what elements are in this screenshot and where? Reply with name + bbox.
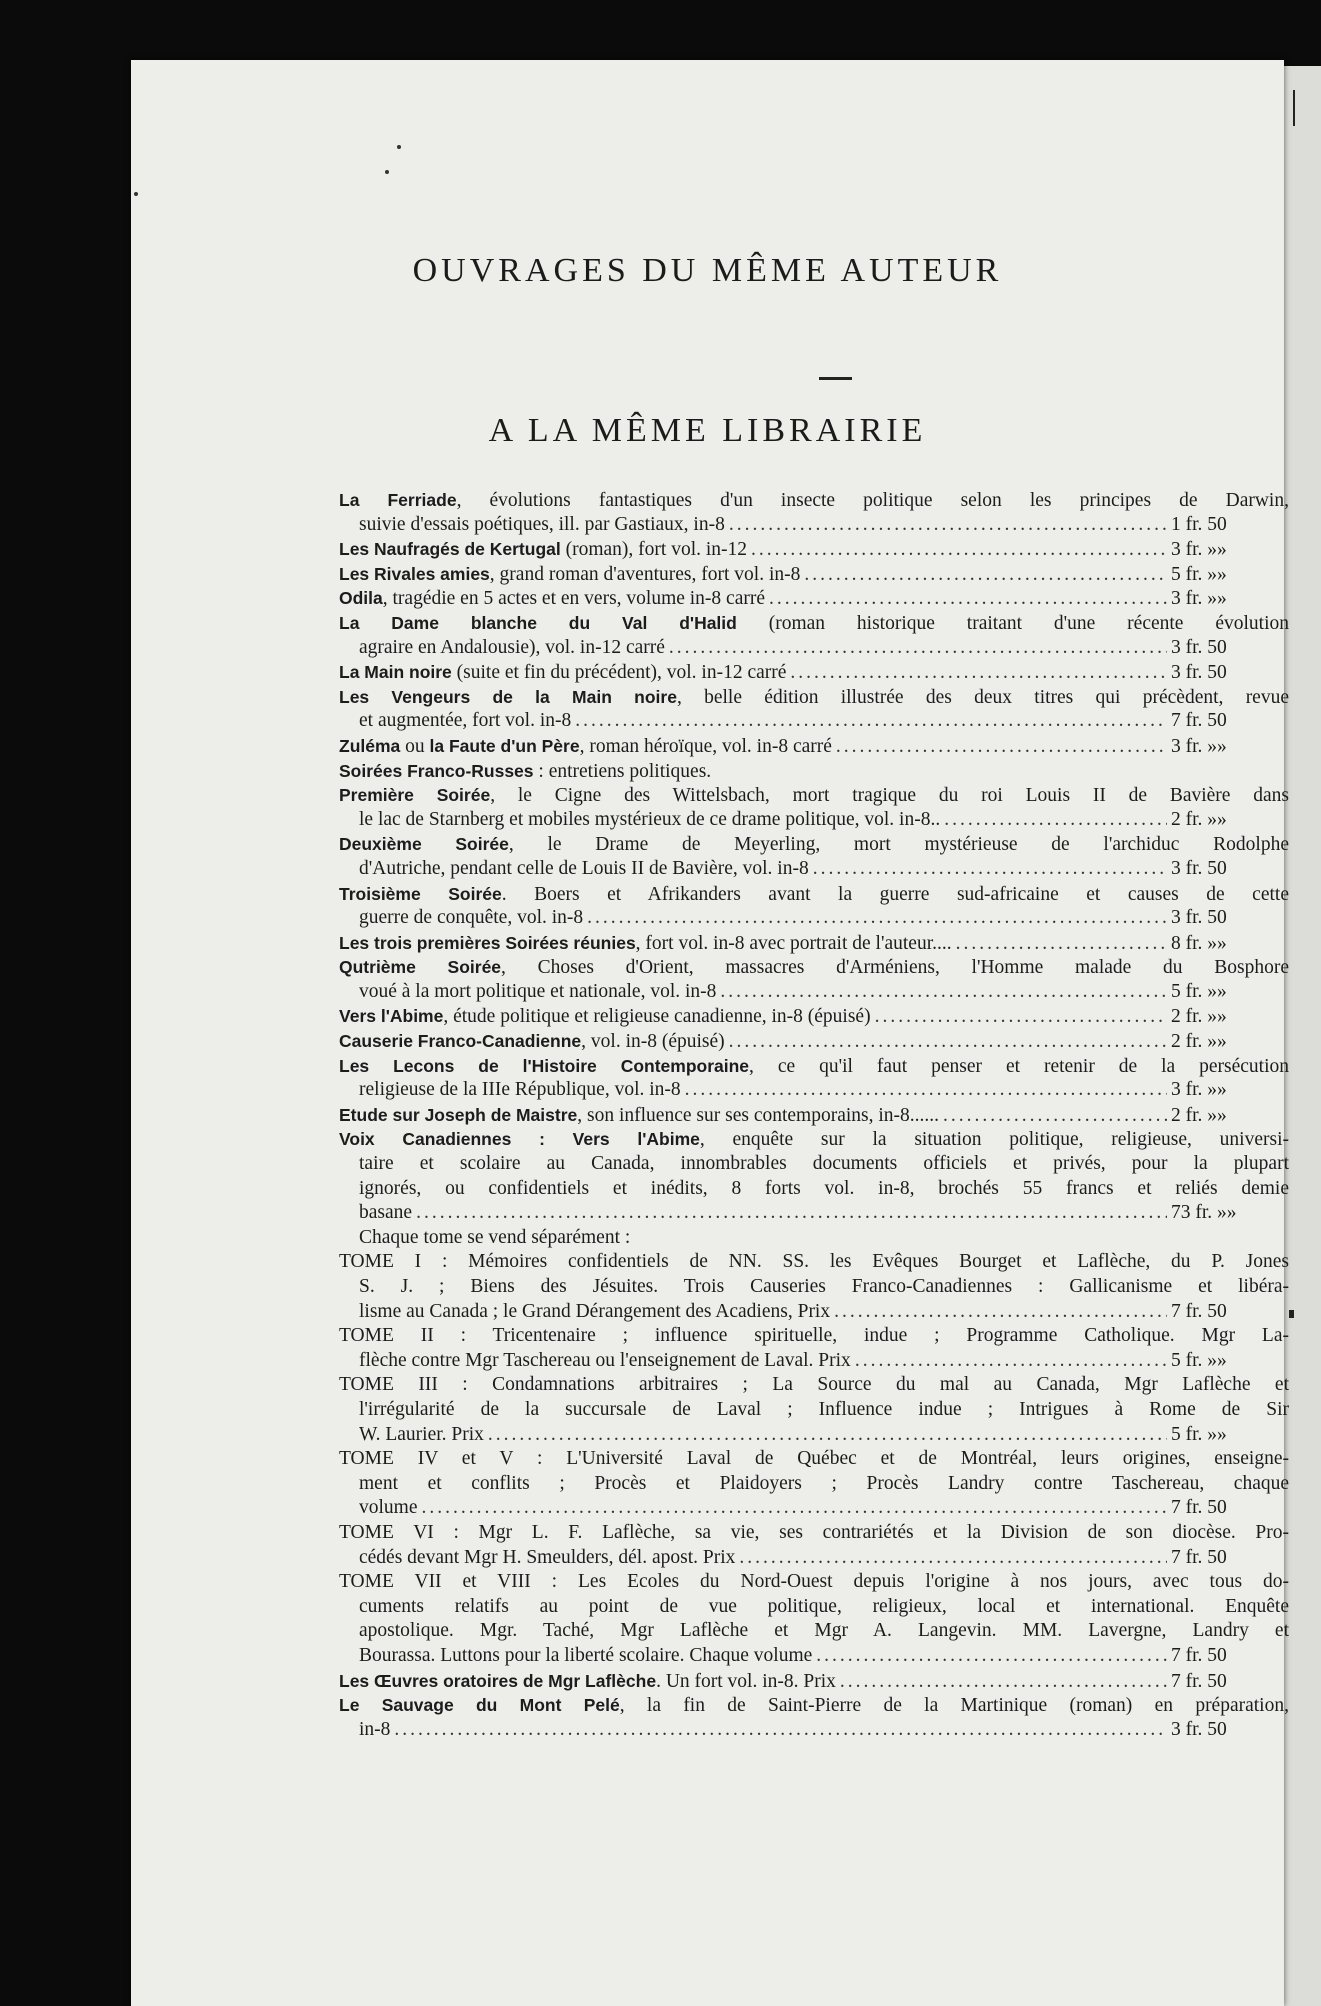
entry-description: Bourassa. Luttons pour la liberté scolaire. Chaque volume [359, 1644, 813, 1666]
entry-line [339, 1201, 1289, 1226]
entry-text [359, 709, 571, 734]
entry-line [339, 734, 1289, 759]
entry-text [339, 1029, 725, 1054]
entry-title: la Faute d'un Père [429, 735, 580, 756]
dot-leader [840, 1670, 1167, 1694]
entry-description: guerre de conquête, vol. in-8 [359, 907, 584, 929]
entry-price: 7 fr. 50 [1171, 710, 1227, 732]
dot-leader [816, 1644, 1167, 1669]
entry-price: 5 fr. »» [1171, 563, 1227, 585]
entry-price: 3 fr. 50 [1171, 907, 1227, 929]
dot-leader [720, 980, 1167, 1005]
entry-line [339, 1373, 1289, 1398]
entry-description: S. J. ; Biens des Jésuites. Trois Causeries Franco-Canadiennes : Gallicanisme et libéra- [359, 1276, 1289, 1297]
entry-description: l'irrégularité de la succursale de Laval ; Influence indue ; Intrigues à Rome de Sir [359, 1398, 1289, 1420]
entry-line [339, 931, 1289, 956]
entry-line [339, 1472, 1289, 1497]
entry-description: (roman), fort vol. in-12 [560, 539, 748, 561]
entry-line [339, 832, 1289, 857]
entry-line [339, 636, 1289, 661]
entry-price: 5 fr. »» [1171, 1349, 1227, 1371]
entry-text [359, 857, 809, 882]
book-list [339, 488, 1289, 1742]
entry-line [339, 685, 1289, 710]
entry-description: voué à la mort politique et nationale, vol. in-8 [359, 980, 717, 1002]
entry-text [359, 906, 583, 931]
entry-description: apostolique. Mgr. Taché, Mgr Laflèche et Mgr A. Langevin. MM. Lavergne, Landry et [359, 1620, 1289, 1642]
entry-line [339, 586, 1289, 611]
entry-price: 8 fr. »» [1171, 932, 1227, 954]
entry-description: , roman héroïque, vol. in-8 carré [579, 735, 832, 757]
entry-line [339, 1546, 1289, 1571]
entry-title: Première Soirée [339, 785, 491, 806]
entry-description: (roman historique traitant d'une récente évolution [736, 612, 1289, 634]
entry-text [339, 660, 786, 685]
entry-title: Qutrième Soirée [339, 957, 502, 978]
entry-line [339, 783, 1289, 808]
entry-line [339, 562, 1289, 587]
entry-description: volume [359, 1497, 418, 1519]
entry-line [339, 1496, 1289, 1521]
entry-text [359, 1423, 484, 1448]
entry-description: , étude politique et religieuse canadienne, in-8 (épuisé) [443, 1006, 871, 1028]
entry-price: 7 fr. 50 [1171, 1644, 1227, 1666]
entry-description: , belle édition illustrée des deux titres qui précèdent, revue [676, 686, 1289, 708]
entry-title: La Ferriade [339, 490, 457, 510]
entry-description: , fort vol. in-8 avec portrait de l'auteur.... [635, 932, 952, 954]
entry-price: 3 fr. »» [1171, 1079, 1227, 1101]
entry-price: 5 fr. »» [1171, 1423, 1227, 1445]
entry-line [339, 513, 1289, 538]
entry-line [339, 1718, 1289, 1743]
entry-price: 7 fr. 50 [1171, 1497, 1227, 1519]
entry-title: Le Sauvage du Mont Pelé [339, 1695, 620, 1716]
entry-line [339, 537, 1289, 562]
dot-leader [944, 808, 1167, 833]
entry-line [339, 1300, 1289, 1325]
entry-description: TOME III : Condamnations arbitraires ; La Source du mal au Canada, Mgr Laflèche et [339, 1374, 1289, 1396]
entry-text [359, 1300, 830, 1325]
entry-price: 73 fr. »» [1171, 1202, 1237, 1224]
entry-line [339, 1693, 1289, 1718]
entry-title: Les Œuvres oratoires de Mgr Laflèche [339, 1670, 657, 1691]
page-subtitle: A LA MÊME LIBRAIRIE [488, 412, 927, 449]
entry-line [339, 1349, 1289, 1374]
entry-description: . Boers et Afrikanders avant la guerre sud-africaine et causes de cette [501, 883, 1289, 905]
entry-price: 2 fr. »» [1171, 1104, 1227, 1126]
entry-title: Les Vengeurs de la Main noire [339, 686, 677, 707]
dot-leader [422, 1496, 1168, 1521]
entry-title: Les Lecons de l'Histoire Contemporaine [339, 1055, 750, 1076]
entry-line [339, 1250, 1289, 1275]
entry-title: Causerie Franco-Canadienne [339, 1031, 582, 1052]
dot-leader [587, 906, 1167, 931]
entry-price: 5 fr. »» [1171, 980, 1227, 1002]
entry-title: Zuléma [339, 735, 401, 756]
entry-line [339, 1398, 1289, 1423]
entry-description: TOME VI : Mgr L. F. Laflèche, sa vie, ses contrariétés et la Division de son diocèse. Pro- [339, 1521, 1289, 1543]
page [131, 60, 1289, 2006]
entry-description: et augmentée, fort vol. in-8 [359, 710, 572, 732]
entry-line [339, 882, 1289, 907]
entry-text [359, 1349, 851, 1374]
entry-title: Voix Canadiennes : Vers l'Abime [339, 1129, 700, 1150]
entry-description: ignorés, ou confidentiels et inédits, 8 forts vol. in-8, brochés 55 francs et reliés demie [359, 1177, 1289, 1199]
entry-description: , le Drame de Meyerling, mort mystérieuse de l'archiduc Rodolphe [508, 834, 1289, 856]
dot-leader [875, 1005, 1167, 1029]
entry-line [339, 1029, 1289, 1054]
speck [385, 170, 389, 174]
entry-line [339, 1004, 1289, 1029]
entry-price: 7 fr. 50 [1171, 1670, 1227, 1692]
entry-description: , vol. in-8 (épuisé) [581, 1031, 725, 1053]
dot-leader [575, 709, 1167, 734]
entry-description: , le Cigne des Wittelsbach, mort tragique du roi Louis II de Bavière dans [490, 785, 1289, 807]
dot-leader [943, 1104, 1167, 1128]
adjacent-page-edge [1284, 66, 1321, 2006]
entry-text [339, 537, 747, 562]
entry-title: La Main noire [339, 662, 452, 683]
entry-description: . Un fort vol. in-8. Prix [656, 1670, 836, 1692]
entry-line [339, 709, 1289, 734]
entry-description: flèche contre Mgr Taschereau ou l'enseignement de Laval. Prix [359, 1349, 851, 1371]
entry-description: TOME VII et VIII : Les Ecoles du Nord-Ouest depuis l'origine à nos jours, avec tous do- [339, 1571, 1289, 1593]
dot-leader [488, 1423, 1167, 1448]
dot-leader [739, 1546, 1167, 1571]
dot-leader [669, 636, 1167, 661]
entry-title: Les Naufragés de Kertugal [339, 539, 561, 560]
entry-line [339, 980, 1289, 1005]
entry-text [339, 734, 832, 759]
entry-line [339, 488, 1289, 513]
entry-line [339, 1619, 1289, 1644]
entry-text [359, 1496, 418, 1521]
entry-text [359, 980, 716, 1005]
entry-text [359, 1078, 681, 1103]
entry-title: Deuxième Soirée [339, 834, 509, 855]
entry-description: cuments relatifs au point de vue politique, religieux, local et international. Enquête [359, 1595, 1289, 1617]
entry-description: ment et conflits ; Procès et Plaidoyers ; Procès Landry contre Taschereau, chaque [359, 1472, 1289, 1494]
entry-line [339, 1669, 1289, 1694]
entry-text [359, 513, 725, 538]
dot-leader [956, 932, 1167, 956]
entry-line [339, 1595, 1289, 1620]
entry-line [339, 1521, 1289, 1546]
entry-description: in-8 [359, 1718, 391, 1740]
entry-line [339, 857, 1289, 882]
entry-line [339, 1644, 1289, 1669]
entry-description: , son influence sur ses contemporains, in-8...... [577, 1104, 940, 1126]
entry-line [339, 660, 1289, 685]
entry-description: , grand roman d'aventures, fort vol. in-8 [489, 563, 801, 585]
entry-text [359, 1718, 390, 1743]
entry-price: 3 fr. »» [1171, 588, 1227, 610]
dot-leader [751, 538, 1167, 562]
entry-title: Odila [339, 588, 383, 609]
entry-line [339, 1127, 1289, 1152]
entry-price: 3 fr. »» [1171, 539, 1227, 561]
entry-price: 3 fr. 50 [1171, 662, 1227, 684]
entry-title: Les trois premières Soirées réunies [339, 932, 636, 953]
entry-text [339, 586, 765, 611]
dot-leader [685, 1078, 1167, 1103]
speck [397, 145, 401, 149]
entry-price: 3 fr. 50 [1171, 1718, 1227, 1740]
entry-title: Troisième Soirée [339, 883, 502, 904]
entry-title: Etude sur Joseph de Maistre [339, 1104, 578, 1125]
dot-leader [769, 587, 1167, 611]
page-title: OUVRAGES DU MÊME AUTEUR [412, 252, 1003, 289]
entry-line [339, 906, 1289, 931]
entry-description: cédés devant Mgr H. Smeulders, dél. apost. Prix [359, 1546, 736, 1568]
entry-text [359, 636, 665, 661]
dot-leader [855, 1349, 1167, 1374]
entry-title: Soirées Franco-Russes [339, 760, 534, 781]
dot-leader [729, 513, 1167, 538]
entry-description: TOME II : Tricentenaire ; influence spirituelle, indue ; Programme Catholique. Mgr La- [339, 1325, 1289, 1347]
entry-line [339, 1447, 1289, 1472]
entry-description: Chaque tome se vend séparément : [359, 1226, 631, 1248]
dot-leader [729, 1030, 1167, 1054]
entry-description: , Choses d'Orient, massacres d'Arméniens, l'Homme malade du Bosphore [501, 957, 1289, 979]
entry-description: basane [359, 1202, 413, 1224]
entry-text [359, 1644, 812, 1669]
entry-line [339, 1054, 1289, 1079]
entry-text [339, 931, 952, 956]
entry-line [339, 1226, 1289, 1251]
entry-price: 3 fr. 50 [1171, 857, 1227, 879]
entry-price: 2 fr. »» [1171, 1031, 1227, 1053]
dot-leader [394, 1718, 1167, 1743]
entry-description: le lac de Starnberg et mobiles mystérieux de ce drame politique, vol. in-8.. [359, 808, 941, 830]
entry-description: religieuse de la IIIe République, vol. in-8 [359, 1079, 681, 1101]
entry-price: 7 fr. 50 [1171, 1546, 1227, 1568]
title-divider [819, 377, 852, 380]
entry-price: 2 fr. »» [1171, 1006, 1227, 1028]
entry-description: , enquête sur la situation politique, religieuse, universi- [699, 1129, 1289, 1151]
dot-leader [790, 661, 1167, 685]
entry-text [339, 1103, 939, 1128]
entry-line [339, 1570, 1289, 1595]
entry-price: 7 fr. 50 [1171, 1300, 1227, 1322]
entry-title: Vers l'Abime [339, 1006, 444, 1027]
entry-text [339, 562, 800, 587]
entry-line [339, 1103, 1289, 1128]
entry-title: La Dame blanche du Val d'Halid [339, 612, 737, 633]
entry-description: suivie d'essais poétiques, ill. par Gastiaux, in-8 [359, 513, 725, 535]
entry-line [339, 1177, 1289, 1202]
entry-line [339, 1423, 1289, 1448]
entry-text [359, 1201, 412, 1226]
entry-text [359, 808, 940, 833]
entry-description: TOME IV et V : L'Université Laval de Québec et de Montréal, leurs origines, enseigne- [339, 1448, 1289, 1470]
speck [134, 192, 138, 196]
entry-description: , évolutions fantastiques d'un insecte politique selon les principes de Darwin, [456, 490, 1289, 511]
entry-price: 1 fr. 50 [1171, 513, 1227, 535]
entry-description: W. Laurier. Prix [359, 1423, 484, 1445]
dot-leader [804, 563, 1167, 587]
dot-leader [834, 1300, 1167, 1325]
entry-description: TOME I : Mémoires confidentiels de NN. SS. les Evêques Bourget et Laflèche, du P. Jones [339, 1251, 1289, 1273]
entry-description: d'Autriche, pendant celle de Louis II de Bavière, vol. in-8 [359, 857, 809, 879]
entry-line [339, 611, 1289, 636]
entry-description: : entretiens politiques. [533, 760, 712, 782]
entry-text [339, 1004, 871, 1029]
entry-price: 2 fr. »» [1171, 808, 1227, 830]
entry-description: taire et scolaire au Canada, innombrables documents officiels et privés, pour la plupart [359, 1153, 1289, 1175]
dot-leader [813, 857, 1167, 882]
dot-leader [836, 735, 1167, 759]
entry-text [359, 1546, 735, 1571]
entry-text [339, 1669, 836, 1694]
entry-price: 3 fr. »» [1171, 735, 1227, 757]
entry-description: , tragédie en 5 actes et en vers, volume in-8 carré [382, 588, 766, 610]
entry-price: 3 fr. 50 [1171, 636, 1227, 658]
entry-description: agraire en Andalousie), vol. in-12 carré [359, 636, 665, 658]
dot-leader [416, 1201, 1167, 1226]
entry-description: ou [400, 735, 430, 757]
entry-line [339, 1275, 1289, 1300]
entry-description: , la fin de Saint-Pierre de la Martinique (roman) en préparation, [619, 1695, 1289, 1717]
entry-line [339, 759, 1289, 784]
entry-line [339, 1152, 1289, 1177]
entry-line [339, 1078, 1289, 1103]
entry-description: lisme au Canada ; le Grand Dérangement des Acadiens, Prix [359, 1300, 831, 1322]
entry-line [339, 1324, 1289, 1349]
entry-line [339, 808, 1289, 833]
entry-description: (suite et fin du précédent), vol. in-12 carré [451, 662, 787, 684]
entry-title: Les Rivales amies [339, 563, 490, 584]
entry-line [339, 955, 1289, 980]
entry-description: , ce qu'il faut penser et retenir de la persécution [749, 1055, 1289, 1077]
